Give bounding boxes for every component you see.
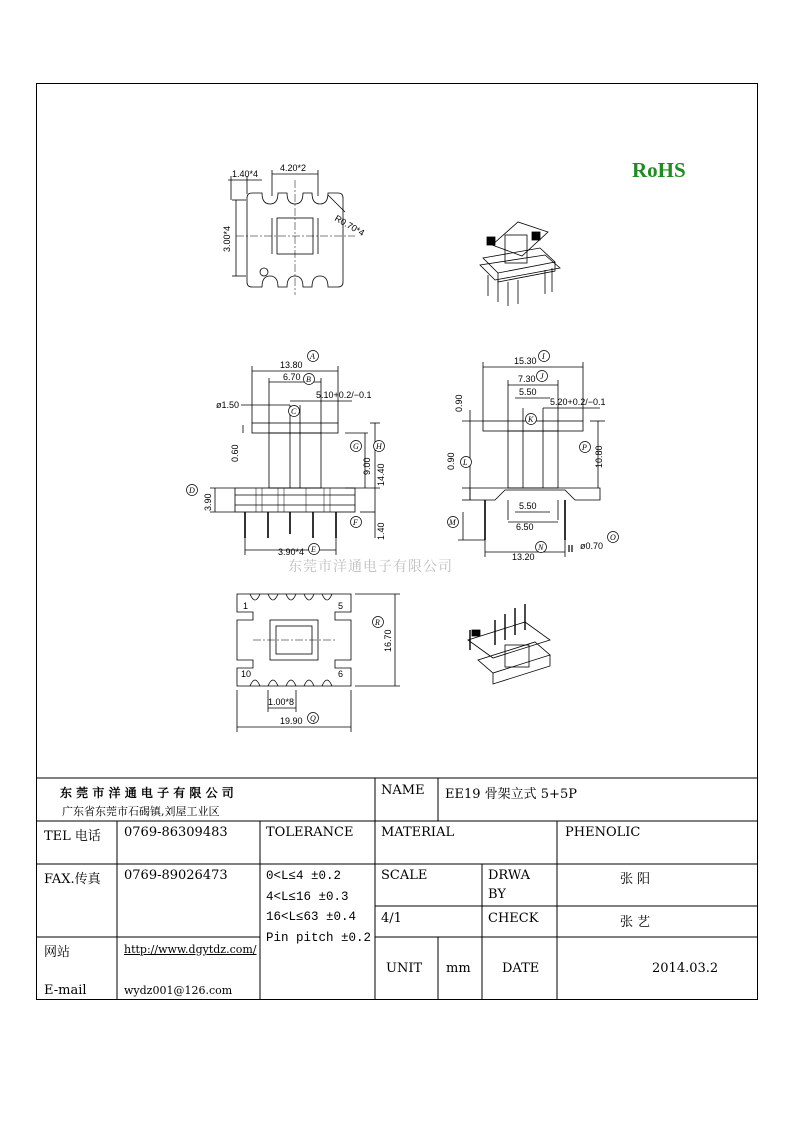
pin-1-label: 1	[243, 601, 249, 611]
dim-16-70: 16.70	[383, 629, 393, 652]
pin-5-label: 5	[338, 601, 344, 611]
scale-value: 4/1	[381, 911, 402, 926]
scale-label: SCALE	[381, 868, 428, 883]
ref-f	[351, 517, 362, 528]
dim-9-00: 9.00	[362, 457, 372, 475]
svg-text:B: B	[306, 375, 311, 384]
dim-1-40: 1.40	[376, 522, 386, 540]
dim-3-00x4: 3.00*4	[222, 225, 232, 252]
check-label: CHECK	[488, 911, 539, 926]
bottom-view	[237, 594, 400, 732]
unit-value: mm	[446, 961, 471, 976]
dim-15-30: 15.30	[514, 356, 537, 366]
dim-0-90-b: 0.90	[446, 452, 456, 470]
fax-label: FAX.传真	[44, 872, 101, 887]
fax-value: 0769-89026473	[124, 868, 228, 883]
drawn-by-label: BY	[488, 887, 506, 902]
dim-6-50: 6.50	[516, 522, 534, 532]
dim-1-40x4: 1.40*4	[232, 169, 259, 179]
dim-1-00x8: 1.00*8	[268, 697, 295, 707]
material-value: PHENOLIC	[565, 825, 641, 840]
ref-g	[351, 441, 362, 452]
name-label: NAME	[381, 783, 425, 798]
rohs-mark: RoHS	[632, 158, 686, 182]
drawn-label: DRWA	[488, 868, 531, 883]
company-watermark: 东莞市洋通电子有限公司	[288, 559, 453, 575]
unit-label: UNIT	[386, 961, 423, 976]
svg-text:C: C	[291, 407, 297, 416]
top-view	[228, 170, 355, 295]
tolerance-values: 0<L≤4 ±0.2 4<L≤16 ±0.3 16<L≤63 ±0.4 Pin pitch ±0.2	[266, 869, 372, 945]
ref-j	[537, 371, 548, 382]
dim-14-40: 14.40	[376, 463, 386, 486]
ref-e	[309, 544, 320, 555]
name-value: EE19 骨架立式 5+5P	[445, 787, 577, 802]
pin-10-label: 10	[241, 669, 252, 679]
material-label: MATERIAL	[381, 825, 455, 840]
dim-3-90x4: 3.90*4	[278, 547, 305, 557]
svg-text:P: P	[582, 443, 587, 452]
svg-text:M: M	[449, 518, 456, 527]
email-label: E-mail	[44, 983, 87, 998]
tolerance-label: TOLERANCE	[266, 825, 354, 840]
website-link[interactable]: http://www.dgytdz.com/	[124, 943, 257, 956]
ref-l	[461, 457, 472, 468]
svg-text:N: N	[538, 543, 544, 552]
dim-3-90: 3.90	[203, 493, 213, 511]
ref-a	[308, 351, 319, 362]
dim-5-50-top: 5.50	[519, 387, 537, 397]
ref-d	[187, 485, 198, 496]
date-value: 2014.03.2	[652, 961, 719, 976]
pin-6-label: 6	[338, 669, 344, 679]
dim-5-50-bottom: 5.50	[519, 501, 537, 511]
ref-i	[539, 351, 550, 362]
svg-text:E: E	[311, 545, 316, 554]
isometric-view-bottom	[468, 604, 550, 684]
isometric-view-top	[480, 222, 560, 306]
svg-text:R: R	[375, 618, 380, 627]
svg-text:A: A	[310, 352, 315, 361]
svg-text:G: G	[353, 442, 359, 451]
svg-text:K: K	[528, 415, 534, 424]
svg-text:J: J	[540, 372, 544, 381]
ref-k	[526, 414, 537, 425]
dim-13-80: 13.80	[280, 360, 303, 370]
ref-m	[448, 517, 459, 528]
ref-c	[289, 406, 300, 417]
dim-4-20x2: 4.20*2	[280, 163, 307, 173]
ref-q	[308, 713, 319, 724]
dim-phi-0-70: ø0.70	[580, 541, 604, 551]
dim-0-60: 0.60	[230, 444, 240, 462]
dim-5-10: 5.10+0.2/−0.1	[316, 390, 372, 400]
email-value: wydz001@126.com	[124, 984, 233, 997]
company-name: 东 莞 市 洋 通 电 子 有 限 公 司	[60, 786, 234, 800]
svg-text:H: H	[376, 442, 382, 451]
web-label: 网站	[44, 945, 71, 960]
dim-r0-70x4: R0.70*4	[333, 213, 367, 238]
dim-phi-1-50: ø1.50	[216, 400, 240, 410]
tel-label: TEL 电话	[44, 829, 101, 844]
svg-text:I: I	[542, 352, 545, 361]
svg-text:O: O	[610, 533, 616, 542]
company-address: 广东省东莞市石碣镇,刘屋工业区	[62, 805, 220, 818]
ref-o	[608, 532, 619, 543]
drawn-by-value: 张 阳	[620, 872, 651, 887]
dim-0-90-a: 0.90	[454, 394, 464, 412]
date-label: DATE	[502, 961, 540, 976]
dim-5-20: 5.20+0.2/−0.1	[550, 397, 606, 407]
tel-value: 0769-86309483	[124, 825, 228, 840]
svg-text:L: L	[463, 458, 468, 467]
dim-7-30: 7.30	[518, 374, 536, 384]
ref-r	[373, 617, 384, 628]
dim-6-70: 6.70	[283, 372, 301, 382]
svg-text:Q: Q	[310, 714, 316, 723]
dim-19-90: 19.90	[280, 716, 303, 726]
ref-n	[536, 542, 547, 553]
checked-by-value: 张 艺	[620, 915, 651, 930]
dim-10-80: 10.80	[594, 445, 604, 468]
ref-p	[580, 442, 591, 453]
svg-text:D: D	[189, 486, 195, 495]
ref-b	[304, 374, 315, 385]
dim-13-20: 13.20	[512, 552, 535, 562]
svg-text:F: F	[353, 518, 358, 527]
ref-h	[374, 441, 385, 452]
